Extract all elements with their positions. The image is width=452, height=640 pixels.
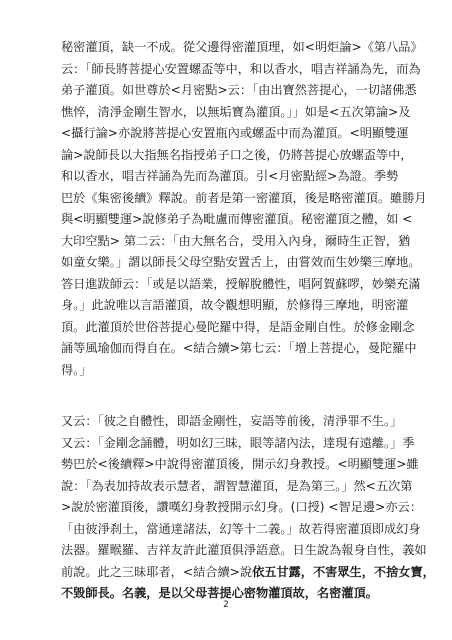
text-line: 誦等風瑜伽而得自在。<結合續>第七云：「增上菩提心，曼陀羅中 — [61, 341, 417, 355]
text-line: <攝行論>亦說將菩提心安置瓶內或螺盃中而為灌頂。<明顯雙運 — [61, 126, 409, 140]
text-line: 憔悴，清淨金剛生智水，以無垢寶為灌頂。」」如是<五次第論>及 — [61, 104, 411, 119]
text-line: 勢巴於<後續釋>中說得密灌頂後，開示幻身教授。<明顯雙運>雖 — [61, 457, 419, 471]
text-line: 又云：「金剛念誦體，明如幻三昧，眼等諸內法，達現有遠離。」季 — [61, 435, 415, 450]
text-line: 巴於《集密後續》釋說。前者是第一密灌頂，後是略密灌頂。雖勝月 — [61, 190, 427, 205]
text-line: 秘密灌頂，缺一不成。從父邊得密灌頂理，如<明炬論>《第八品》 — [61, 40, 423, 54]
text-line — [61, 562, 435, 584]
bold-text-run: 依五甘露，不害眾生，不捨女寶， — [252, 564, 435, 579]
paragraph-2 — [61, 411, 435, 605]
text-run: 前說。此之三昧耶者，<結合續>說 — [61, 564, 253, 579]
page-number: 2 — [223, 600, 229, 610]
text-line: >說於密灌頂後，讚嘆幻身教授開示幻身。(口授) <智足邊>亦云： — [61, 500, 422, 514]
text-line: 和以香水，唱吉祥誦為先而為灌頂。引<月密點經>為證。季勢 — [61, 169, 399, 183]
text-line: 論>說師長以大指無名指授弟子口之後，仍將菩提心放螺盃等中， — [61, 147, 413, 162]
text-line: 頂。此灌頂於世俗菩提心曼陀羅中得，是語金剛自性。於修金剛念 — [61, 319, 415, 334]
text-line: 說：「為表加持故表示慧者，謂智慧灌頂，是為第三。」然<五次第 — [61, 478, 413, 493]
text-line: 如童女樂。」謂以師長父母空點安置舌上，由嘗效而生妙樂三摩地。 — [61, 255, 421, 269]
text-line: 身。」此說唯以言語灌頂，故令觀想明顯，於修得三摩地，明密灌 — [61, 298, 409, 312]
text-line: 大印空點> 第二云：「由大無名合，受用入內身，爾時生正智，猶 — [61, 233, 411, 248]
text-line: 答日進跋師云：「或是以語業，授解脫體性，唱阿賀蘇啰，妙樂充滿 — [61, 276, 421, 291]
paragraph-1 — [61, 37, 427, 381]
text-line: 云：「師長將菩提心安置螺盃等中，和以香水，唱吉祥誦為先，而為 — [61, 61, 421, 76]
text-line: 得。」 — [61, 362, 92, 377]
text-line: 又云：「彼之自體性，即語金剛性，妄語等前後，清淨罪不生。」 — [61, 414, 403, 428]
text-line: 「由彼淨刹土，當通達諸法，幻等十二義。」故若得密灌頂即成幻身 — [61, 521, 421, 536]
text-line: 弟子灌頂。如世尊於<月密點>云：「由出寶然菩提心，一切諸佛悉 — [61, 83, 417, 97]
bold-text-run: 不毀師長。名義，是以父母菩提心密物灌頂故，名密灌頂。 — [61, 586, 378, 600]
text-line: 法器。羅睺羅、吉祥友許此灌頂俱淨語意。日生說為報身自性，義如 — [61, 543, 427, 557]
text-line: 與<明顯雙運>說修弟子為毗盧而傳密灌頂。秘密灌頂之體，如 < — [61, 212, 413, 226]
